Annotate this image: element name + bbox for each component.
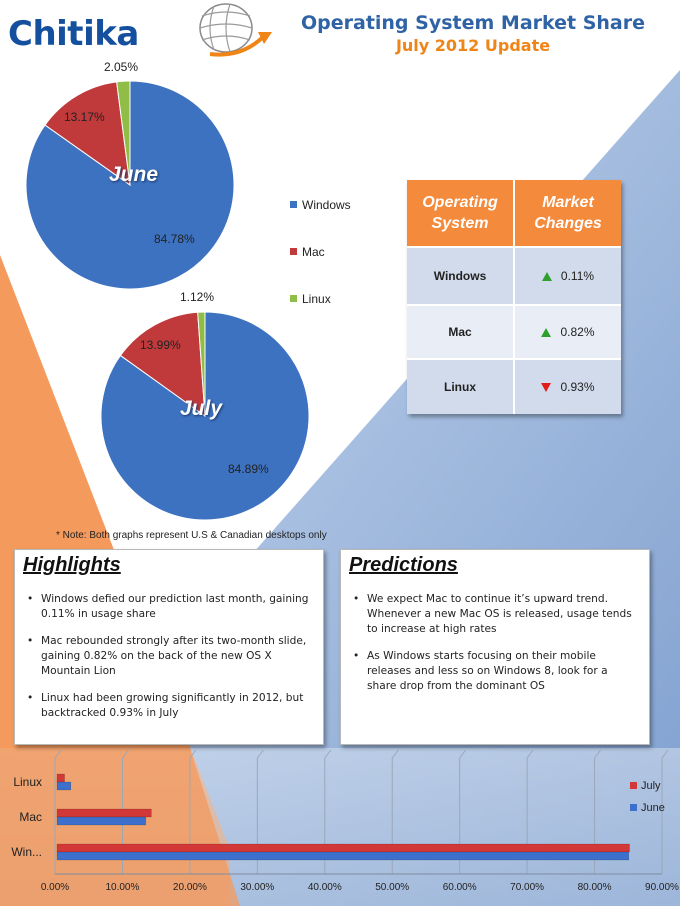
x-tick-label: 30.00% [240,882,275,893]
table-row-os: Mac [407,306,513,358]
july-month-label: July [180,397,223,420]
bar-june-mac [57,817,146,825]
bar-chart [0,744,680,906]
legend-swatch-mac [290,248,297,255]
y-category-label: Linux [13,775,42,789]
list-item: • We expect Mac to continue it’s upward trend. Whenever a new Mac OS is released, usage tends to increase at high rates [351,592,639,637]
logo-globe-icon [186,2,276,60]
list-item: • Linux had been growing significantly in 2012, but backtracked 0.93% in July [25,691,313,721]
gridline-depth [257,750,263,758]
june-linux-label: 2.05% [104,60,139,74]
legend-swatch-windows [290,201,297,208]
bar-june-win [57,852,629,860]
x-tick-label: 60.00% [442,882,477,893]
july-linux-label: 1.12% [180,290,215,304]
x-tick-label: 90.00% [645,882,679,893]
july-windows-label: 84.89% [228,462,269,476]
change-value: 0.11% [560,269,595,283]
page-subtitle: July 2012 Update [395,36,551,55]
predictions-box [340,549,650,745]
x-tick-label: 80.00% [577,882,612,893]
table-row-os: Windows [407,248,513,304]
gridline-depth [190,750,196,758]
up-arrow-icon [542,272,552,281]
x-tick-label: 0.00% [40,882,70,893]
table-row-change [515,306,621,358]
x-tick-label: 10.00% [105,882,140,893]
footnote: * Note: Both graphs represent U.S & Canadian desktops only [56,530,327,541]
gridline-depth [122,750,128,758]
legend-label-linux: Linux [302,292,331,306]
bar-legend-swatch [630,804,637,811]
bar-chart-plot [0,744,680,906]
x-tick-label: 20.00% [172,882,207,893]
predictions-heading: Predictions [349,554,458,576]
bar-june-linux [57,782,71,790]
up-arrow-icon [541,328,551,337]
logo-text: Chitika [8,14,139,54]
legend-swatch-linux [290,295,297,302]
legend-label-mac: Mac [302,245,325,259]
gridline-depth [460,750,466,758]
bar-legend-label: June [641,802,665,814]
bar-july-linux [57,774,65,782]
bar-july-mac [57,809,151,817]
list-item: • As Windows starts focusing on their mobile releases and less so on Windows 8, look for a share drop from the dominant OS [351,649,639,694]
highlights-heading: Highlights [23,554,121,576]
x-tick-label: 40.00% [307,882,342,893]
list-item: • Windows defied our prediction last month, gaining 0.11% in usage share [25,592,313,622]
gridline-depth [527,750,533,758]
y-category-label: Mac [19,810,42,824]
table-row-os: Linux [407,360,513,414]
list-item: • Mac rebounded strongly after its two-month slide, gaining 0.82% on the back of the new OS X Mountain Lion [25,634,313,679]
down-arrow-icon [541,383,551,392]
change-value: 0.82% [560,325,595,339]
legend-label-windows: Windows [302,198,351,212]
june-mac-label: 13.17% [64,110,105,124]
june-month-label: June [109,163,159,186]
predictions-list [351,592,639,706]
market-changes-table [407,180,621,414]
table-row-change [515,360,621,414]
y-category-label: Win... [11,845,42,859]
table-header-os: Operating System [407,180,513,246]
june-windows-label: 84.78% [154,232,195,246]
gridline-depth [392,750,398,758]
bar-legend-swatch [630,782,637,789]
highlights-list [25,592,313,733]
chitika-logo [8,2,278,60]
page-title: Operating System Market Share [300,12,646,34]
gridline-depth [55,750,61,758]
x-tick-label: 50.00% [375,882,410,893]
bar-july-win [57,844,630,852]
gridline-depth [325,750,331,758]
highlights-box [14,549,324,745]
change-value: 0.93% [560,380,595,394]
table-row-change [515,248,621,304]
x-tick-label: 70.00% [510,882,545,893]
bar-legend-label: July [641,780,661,792]
table-header-changes: Market Changes [515,180,621,246]
gridline-depth [662,750,668,758]
gridline-depth [595,750,601,758]
july-mac-label: 13.99% [140,338,181,352]
